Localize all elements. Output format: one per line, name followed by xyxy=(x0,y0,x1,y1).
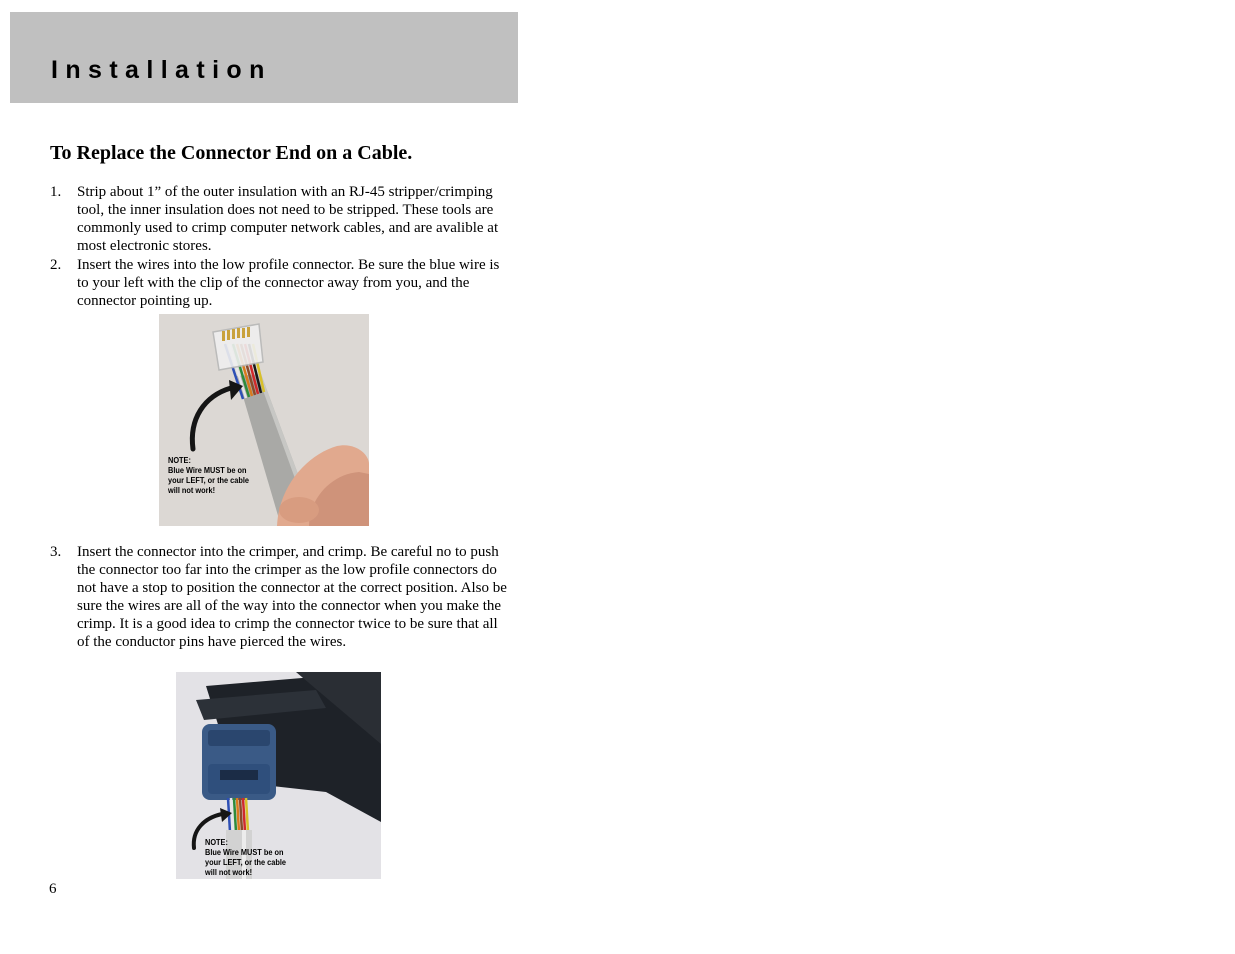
crimper-photo xyxy=(176,672,381,879)
photo-note: NOTE: Blue Wire MUST be on your LEFT, or the cable will not work! xyxy=(168,456,249,495)
step-text: Insert the wires into the low profile connector. Be sure the blue wire is to your left with the clip of the connector away from you, and the connector pointing up. xyxy=(77,257,500,309)
page-number: 6 xyxy=(49,881,57,897)
step-item xyxy=(50,543,510,651)
step-number: 2. xyxy=(50,257,62,273)
photo-note: NOTE: Blue Wire MUST be on your LEFT, or the cable will not work! xyxy=(205,838,286,877)
step-text: Strip about 1” of the outer insulation with an RJ-45 stripper/crimping tool, the inner insulation does not need to be stripped. These tools are commonly used to crimp computer network cables, and are avalible at most electronic stores. xyxy=(77,184,499,254)
step-text: Insert the connector into the crimper, and crimp. Be careful no to push the connector too far into the crimper as the low profile connectors do not have a stop to position the connector at the correct position. Also be sure the wires are all of the way into the connector when you make the crimp. It is a good idea to crimp the connector twice to be sure that all of the conductor pins have pierced the wires. xyxy=(77,544,507,650)
connector-photo xyxy=(159,314,369,526)
step-number: 3. xyxy=(50,544,62,560)
step-number: 1. xyxy=(50,184,62,200)
page-title: Installation xyxy=(51,56,272,84)
step-item xyxy=(50,256,510,310)
step-item xyxy=(50,183,510,255)
header-band xyxy=(10,12,518,103)
section-heading: To Replace the Connector End on a Cable. xyxy=(50,142,413,164)
